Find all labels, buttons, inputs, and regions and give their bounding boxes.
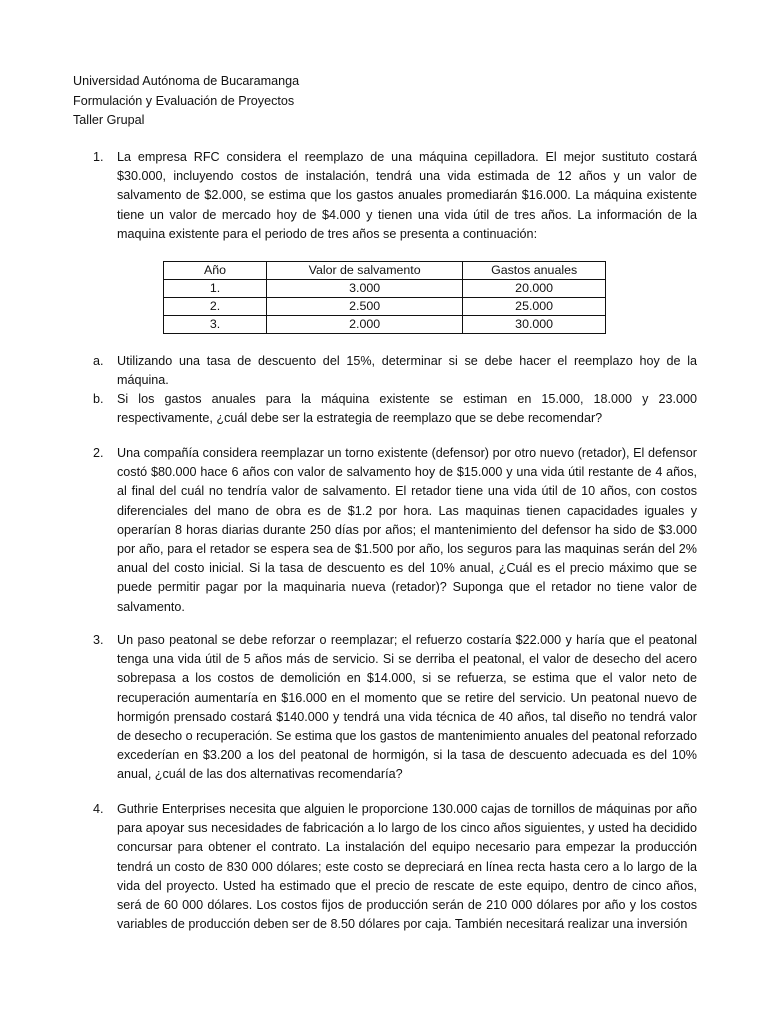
question-text: Una compañía considera reemplazar un torno existente (defensor) por otro nuevo (retador), El defensor costó $80.000 hace 6 años con valor de salvamento hoy de $15.000 y una vida útil restante de 4 años, al final del cuál no tendría valor de salvamento. El retador tiene una vida útil de 10 años, con costos diferenciales del mano de obra es de $1.2 por hora. Las maquinas tienen capacidades iguales y operarían 8 horas diarias durante 250 días por años; el mantenimiento del defensor ha sido de $3.000 por año, para el retador se espera sea de $1.500 por año, los seguros para las maquinas serán del 2% anual del costo inicial. Si la tasa de descuento es del 10% anual, ¿Cuál es el precio máximo que se puede permitir pagar por la maquinaria nueva (retador)? Suponga que el retador no tiene valor de salvamento. (117, 446, 697, 614)
table-cell: 3.000 (266, 280, 462, 298)
salvage-table (163, 261, 606, 334)
question-1 (73, 148, 697, 244)
table-cell: 2.500 (266, 298, 462, 316)
table-row (164, 316, 606, 334)
question-text: Un paso peatonal se debe reforzar o reemplazar; el refuerzo costaría $22.000 y haría que el peatonal tenga una vida útil de 5 años más de servicio. Si se derriba el peatonal, el valor de desecho del acero sobrepasa a los costos de demolición en $14.000, si se refuerza, se estima que el valor neto de recuperación aumentaría en $16.000 en el momento que se retire del servicio. Un peatonal nuevo de hormigón prensado costará $140.000 y tendrá una vida técnica de 40 años, tal diseño no tendrá valor de desecho o recuperación. Se estima que los gastos de mantenimiento anuales del peatonal reforzado excederían en $3.200 a los del peatonal de hormigón, si la tasa de descuento adecuada es del 10% anual, ¿cuál de las dos alternativas recomendaría? (117, 633, 697, 782)
university-name: Universidad Autónoma de Bucaramanga (73, 74, 300, 88)
column-header-year: Año (164, 262, 267, 280)
table-cell: 2. (164, 298, 267, 316)
question-number: 3. (93, 633, 104, 647)
table-header-row (164, 262, 606, 280)
question-number: 1. (93, 150, 104, 164)
question-3 (73, 631, 697, 785)
column-header-expenses: Gastos anuales (463, 262, 606, 280)
course-name: Formulación y Evaluación de Proyectos (73, 93, 295, 108)
subquestion-text: Utilizando una tasa de descuento del 15%, determinar si se debe hacer el reemplazo hoy de la máquina. (117, 354, 697, 388)
assignment-title: Taller Grupal (73, 113, 145, 127)
subquestion-b (73, 390, 697, 428)
table-cell: 1. (164, 280, 267, 298)
table-cell: 2.000 (266, 316, 462, 334)
table-cell: 30.000 (463, 316, 606, 334)
table-cell: 3. (164, 316, 267, 334)
table-row (164, 280, 606, 298)
question-text: La empresa RFC considera el reemplazo de una máquina cepilladora. El mejor sustituto costará $30.000, incluyendo costos de instalación, tendrá una vida estimada de 12 años y un valor de salvamento de $2.000, se estima que los gastos anuales promediarán $16.000. La máquina existente tiene un valor de mercado hoy de $4.000 y tienen una vida útil de tres años. La información de la maquina existente para el periodo de tres años se presenta a continuación: (117, 150, 697, 241)
question-4 (73, 800, 697, 934)
table-cell: 20.000 (463, 280, 606, 298)
question-2 (73, 444, 697, 617)
subquestion-text: Si los gastos anuales para la máquina existente se estiman en 15.000, 18.000 y 23.000 respectivamente, ¿cuál debe ser la estrategia de reemplazo que se debe recomendar? (117, 392, 697, 426)
subquestion-letter: a. (93, 354, 104, 368)
question-number: 2. (93, 446, 104, 460)
question-text: Guthrie Enterprises necesita que alguien le proporcione 130.000 cajas de tornillos de máquinas por año para apoyar sus necesidades de fabricación a lo largo de los cinco años siguientes, y usted ha decidido concursar para obtener el contrato. La instalación del equipo necesario para empezar la producción tendrá un costo de 830 000 dólares; este costo se depreciará en línea recta hasta cero a lo largo de la vida del proyecto. Usted ha estimado que el precio de rescate de este equipo, dentro de cinco años, será de 60 000 dólares. Los costos fijos de producción serán de 210 000 dólares por año y los costos variables de producción deben ser de 8.50 dólares por caja. También necesitará realizar una inversión (117, 802, 697, 932)
table-row (164, 298, 606, 316)
question-number: 4. (93, 802, 104, 816)
document-header (73, 72, 299, 131)
table-cell: 25.000 (463, 298, 606, 316)
column-header-salvage: Valor de salvamento (266, 262, 462, 280)
subquestion-a (73, 352, 697, 390)
subquestion-letter: b. (93, 392, 104, 406)
